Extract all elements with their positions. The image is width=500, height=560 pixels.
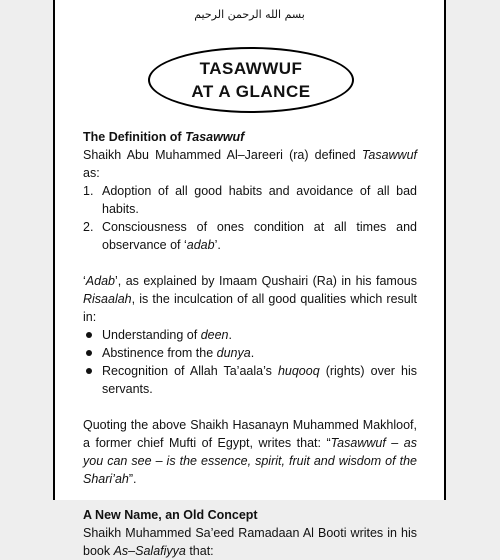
bullet-item bbox=[83, 344, 417, 362]
italic-run: Adab bbox=[85, 274, 115, 288]
italic-run: As–Salafiyya bbox=[113, 544, 186, 558]
bullet-icon bbox=[86, 350, 92, 356]
text-run: ”. bbox=[128, 472, 137, 486]
title-line-1: TASAWWUF bbox=[199, 59, 303, 78]
italic-run: Shari’ah bbox=[83, 472, 129, 486]
text-run: Quoting the above Shaikh Hasanayn Muhammed Makhloof, a former chief Mufti of Egypt, writes that: “ bbox=[83, 418, 417, 450]
italic-run: Risaalah bbox=[83, 292, 132, 306]
definition-intro bbox=[83, 146, 417, 182]
list-item-italic: adab bbox=[186, 238, 215, 252]
title-line-2: AT A GLANCE bbox=[191, 82, 311, 101]
list-item-text-end: ’. bbox=[214, 238, 221, 252]
basmala: بسم الله الرحمن الرحيم bbox=[194, 8, 305, 21]
bullet-icon bbox=[86, 332, 92, 338]
definition-list bbox=[83, 182, 417, 254]
text-run: Shaikh Muhammed Sa’eed Ramadaan Al Booti writes in his book bbox=[83, 526, 417, 558]
title-oval bbox=[148, 47, 354, 113]
section-heading-new-name: A New Name, an Old Concept bbox=[83, 508, 258, 522]
italic-run: – as you can see – is the essence, spirit, fruit and wisdom of the bbox=[83, 436, 417, 468]
bullet-item bbox=[83, 362, 417, 398]
bullet-icon bbox=[86, 368, 92, 374]
list-marker: 1. bbox=[83, 184, 94, 198]
bullet-text: Understanding of bbox=[102, 328, 201, 342]
list-item-text: Consciousness of ones condition at all times and observance of ‘ bbox=[102, 220, 417, 252]
list-item-text: Adoption of all good habits and avoidance of all bad habits. bbox=[102, 184, 417, 216]
bullet-text-end: (rights) over his servants. bbox=[102, 364, 417, 396]
bullet-item bbox=[83, 326, 417, 344]
quote-paragraph bbox=[83, 416, 417, 488]
heading-italic: Tasawwuf bbox=[185, 130, 245, 144]
list-marker: 2. bbox=[83, 220, 94, 234]
adab-paragraph bbox=[83, 272, 417, 326]
booti-paragraph bbox=[83, 524, 417, 560]
intro-text: Shaikh Abu Muhammed Al–Jareeri (ra) defined bbox=[83, 148, 362, 162]
bullet-text: Recognition of Allah Ta’aala’s bbox=[102, 364, 278, 378]
section-heading-definition bbox=[83, 128, 417, 146]
intro-text-end: as: bbox=[83, 166, 100, 180]
bullet-italic: deen bbox=[200, 328, 229, 342]
bullet-italic: dunya bbox=[216, 346, 251, 360]
bullet-text-end: . bbox=[250, 346, 255, 360]
list-item bbox=[83, 218, 417, 254]
intro-italic: Tasawwuf bbox=[361, 148, 417, 162]
text-run: ’, as explained by Imaam Qushairi (Ra) in his famous bbox=[114, 274, 417, 288]
heading-text: The Definition of bbox=[83, 130, 186, 144]
document-body bbox=[83, 128, 417, 560]
list-item bbox=[83, 182, 417, 218]
text-run: that: bbox=[185, 544, 214, 558]
document-page bbox=[53, 0, 446, 558]
bullet-italic: huqooq bbox=[277, 364, 320, 378]
text-run: ‘ bbox=[83, 274, 86, 288]
italic-run: Tasawwuf bbox=[330, 436, 386, 450]
text-run: , is the inculcation of all good qualities which result in: bbox=[83, 292, 417, 324]
qualities-list bbox=[83, 326, 417, 398]
bullet-text: Abstinence from the bbox=[102, 346, 217, 360]
bullet-text-end: . bbox=[228, 328, 232, 342]
